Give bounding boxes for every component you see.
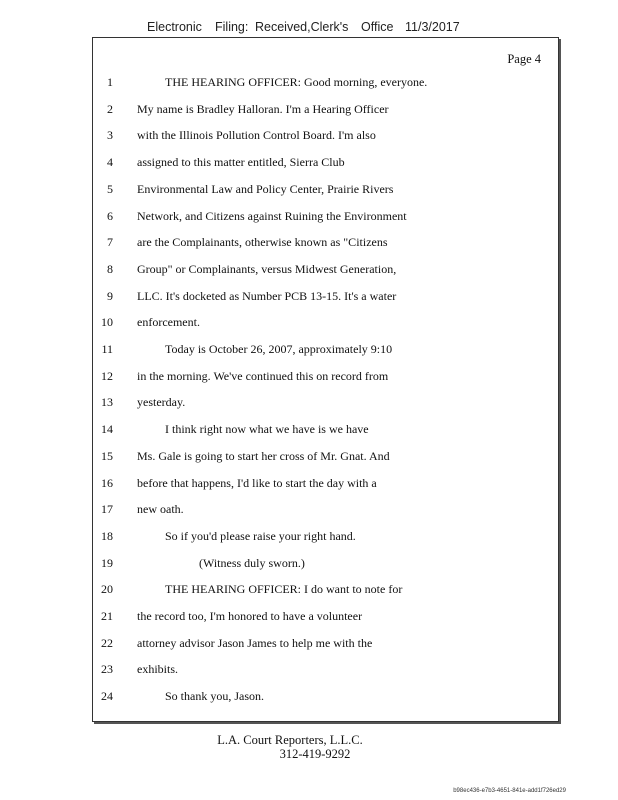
line-number: 4 [107,155,113,170]
line-number: 15 [101,448,113,463]
line-text: LLC. It's docketed as Number PCB 13-15. It's a water [137,288,397,303]
line-text: the record too, I'm honored to have a volunteer [137,609,363,623]
transcript-line [93,446,558,466]
page-number: Page 4 [507,52,541,66]
filing-stamp-office: Office [361,20,394,34]
line-number: 22 [101,635,113,650]
line-number: 19 [101,555,113,570]
document-hash: b98ec436-e7b3-4651-841e-add1f726ed29 [453,788,566,794]
transcript-line [93,99,558,119]
line-number: 2 [107,101,113,116]
transcript-line [93,526,558,546]
line-number: 12 [101,368,113,383]
line-number: 7 [107,235,113,250]
transcript-line [93,72,558,92]
line-text: exhibits. [137,662,178,677]
line-text: yesterday. [137,395,186,410]
filing-stamp-date: 11/3/2017 [405,20,460,34]
filing-stamp-electronic: Electronic [147,20,202,34]
line-text: assigned to this matter entitled, Sierra Club [137,155,345,170]
transcript-line [93,259,558,279]
transcript-line [93,633,558,653]
line-number: 20 [101,582,113,597]
transcript-line [93,499,558,519]
line-text: Environmental Law and Policy Center, Prairie Rivers [137,181,394,196]
transcript-line [93,366,558,386]
line-text: My name is Bradley Halloran. I'm a Hearing Officer [137,101,389,116]
line-text: Group" or Complainants, versus Midwest Generation, [137,261,397,276]
line-text: enforcement. [137,315,200,330]
transcript-line [93,686,558,706]
line-number: 10 [101,315,113,330]
transcript-line [93,286,558,306]
line-number: 3 [107,128,113,143]
line-text: attorney advisor Jason James to help me with the [137,635,373,650]
line-number: 17 [101,502,113,517]
line-text: THE HEARING OFFICER: Good morning, everyone. [165,75,428,89]
transcript-line [93,553,558,573]
transcript-line [93,606,558,626]
line-text: So if you'd please raise your right hand. [165,528,356,543]
line-text: So thank you, Jason. [165,689,264,704]
line-number: 18 [101,528,113,543]
transcript-line [93,206,558,226]
filing-stamp-header [147,20,460,34]
transcript-line [93,659,558,679]
line-number: 16 [101,475,113,490]
transcript-line [93,152,558,172]
transcript-line [93,579,558,599]
transcript-line [93,179,558,199]
line-text: I think right now what we have is we have [165,422,369,437]
line-number: 9 [107,288,113,303]
line-number: 5 [107,181,113,196]
line-number: 23 [101,662,113,677]
filing-stamp-filing: Filing: [215,20,249,34]
transcript-line [93,419,558,439]
line-text: Today is October 26, 2007, approximately 9:10 [165,342,393,356]
footer-phone: 312-419-9292 [279,747,351,761]
line-number: 1 [107,75,113,89]
line-number: 11 [101,342,113,356]
transcript-line [93,125,558,145]
line-text: new oath. [137,502,184,517]
line-text: before that happens, I'd like to start the day with a [137,475,377,490]
line-text: with the Illinois Pollution Control Board. I'm also [137,128,376,143]
line-text: THE HEARING OFFICER: I do want to note for [165,582,403,597]
transcript-line [93,232,558,252]
transcript-line [93,392,558,412]
line-number: 6 [107,208,113,223]
line-text: Network, and Citizens against Ruining the Environment [137,208,407,223]
transcript-line [93,312,558,332]
line-number: 13 [101,395,113,410]
line-text: are the Complainants, otherwise known as "Citizens [137,235,388,250]
line-number: 14 [101,422,113,437]
transcript-page [92,37,559,722]
footer-company: L.A. Court Reporters, L.L.C. [217,733,363,747]
line-text: Ms. Gale is going to start her cross of Mr. Gnat. And [137,448,390,463]
line-text: in the morning. We've continued this on record from [137,368,389,383]
transcript-line [93,339,558,359]
transcript-line [93,473,558,493]
line-text: (Witness duly sworn.) [199,555,305,570]
line-number: 8 [107,261,113,276]
filing-stamp-received: Received,Clerk's [255,20,349,34]
line-number: 21 [101,609,113,623]
line-number: 24 [101,689,113,704]
